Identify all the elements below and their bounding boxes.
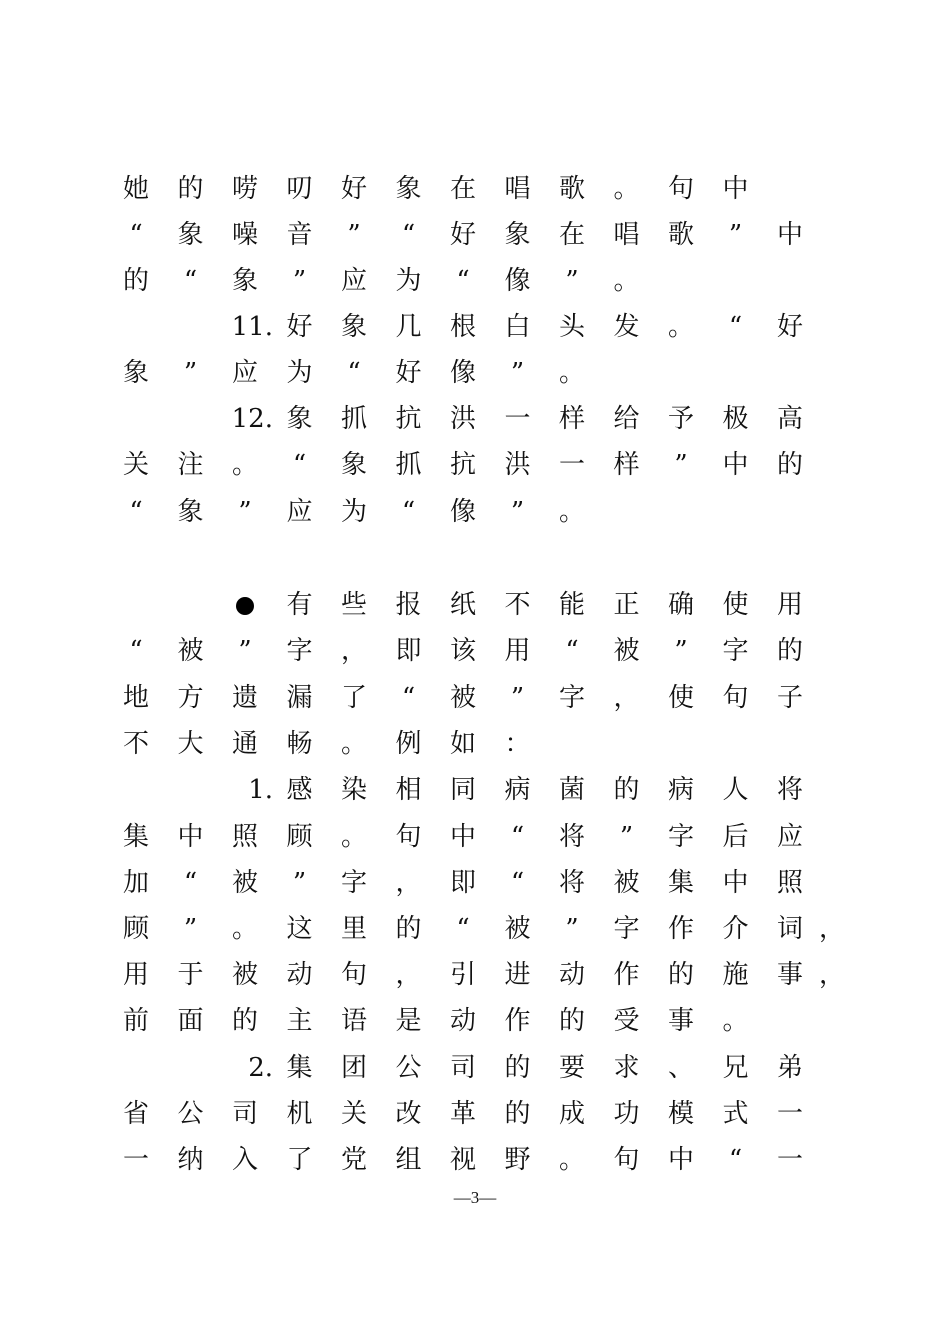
text-char: ， (818, 960, 845, 990)
text-char: 。 (558, 358, 585, 388)
text-char: 被 (613, 636, 640, 666)
text-char: 句 (613, 1145, 640, 1175)
text-char: 抓 (395, 450, 422, 480)
text-char: 司 (449, 1053, 476, 1083)
text-char: ” (238, 497, 252, 527)
text-char: 不 (122, 729, 149, 759)
text-char: 洪 (449, 404, 476, 434)
text-char: 样 (558, 404, 585, 434)
text-char: 正 (613, 590, 640, 620)
text-char: 抗 (449, 450, 476, 480)
text-char: 白 (504, 312, 531, 342)
text-char: 用 (504, 636, 531, 666)
text-char: ” (674, 636, 688, 666)
text-char: 要 (558, 1053, 585, 1083)
text-line (0, 628, 950, 674)
text-char: 中 (722, 868, 749, 898)
text-char: ， (395, 960, 422, 990)
text-line (0, 860, 950, 906)
text-char: 纸 (449, 590, 476, 620)
bullet-icon (225, 582, 265, 628)
text-line (0, 258, 950, 304)
text-char: 的 (613, 775, 640, 805)
text-char: “ (456, 266, 470, 296)
text-char: 组 (395, 1145, 422, 1175)
text-char: 。 (667, 312, 694, 342)
text-char: 的 (558, 1006, 585, 1036)
text-char: 确 (667, 590, 694, 620)
text-char: 中 (776, 220, 803, 250)
text-char: 进 (504, 960, 531, 990)
text-char: 像 (504, 266, 531, 296)
text-char: 歌 (667, 220, 694, 250)
text-char: 。 (722, 1006, 749, 1036)
text-char: 集 (286, 1053, 313, 1083)
text-char: “ (183, 266, 198, 296)
text-char: “ (565, 636, 579, 666)
text-char: ” (619, 822, 634, 852)
text-char: 语 (340, 1006, 367, 1036)
text-char: 句 (722, 683, 749, 713)
text-char: 、 (667, 1053, 694, 1083)
text-char: 子 (776, 683, 803, 713)
text-char: 头 (558, 312, 585, 342)
text-char: “ (728, 312, 743, 342)
text-line (0, 166, 950, 212)
text-char: 的 (504, 1053, 531, 1083)
text-char: 成 (558, 1099, 585, 1129)
text-char: 公 (395, 1053, 422, 1083)
text-char: 几 (395, 312, 422, 342)
text-char: ” (292, 868, 307, 898)
text-char: 的 (231, 1006, 258, 1036)
text-char: 洪 (504, 450, 531, 480)
text-char: 象 (395, 174, 422, 204)
text-char: 方 (177, 683, 204, 713)
text-char: ， (818, 914, 845, 944)
text-char: 地 (122, 683, 149, 713)
text-char: 兄 (722, 1053, 749, 1083)
text-char: 引 (449, 960, 476, 990)
text-char: 。 (231, 914, 258, 944)
text-char: 顾 (286, 822, 313, 852)
text-char: ” (565, 266, 579, 296)
text-char: 是 (395, 1006, 422, 1036)
text-char: 功 (613, 1099, 640, 1129)
text-char: ” (510, 683, 525, 713)
text-char: 好 (340, 174, 367, 204)
text-char: ， (395, 868, 422, 898)
text-char: 中 (722, 174, 749, 204)
text-char: 字 (340, 868, 367, 898)
text-char: “ (510, 868, 525, 898)
text-char: 相 (395, 775, 422, 805)
text-char: 她 (122, 174, 149, 204)
text-char: 的 (776, 450, 803, 480)
text-char: 纳 (177, 1145, 204, 1175)
text-char: 将 (776, 775, 803, 805)
text-char: 的 (395, 914, 422, 944)
text-char: 照 (776, 868, 803, 898)
text-char: “ (728, 1145, 743, 1175)
text-char: 了 (340, 683, 367, 713)
text-char: 加 (122, 868, 149, 898)
text-char: 为 (340, 497, 367, 527)
text-char: 入 (231, 1145, 258, 1175)
text-char: 象 (177, 220, 204, 250)
text-char: 唠 (231, 174, 258, 204)
text-char: 感 (286, 775, 313, 805)
text-char: 应 (286, 497, 313, 527)
text-char: 人 (722, 775, 749, 805)
text-line (0, 906, 950, 952)
text-char: “ (401, 220, 416, 250)
text-char: 团 (340, 1053, 367, 1083)
text-line (0, 1137, 950, 1183)
text-char: 将 (558, 822, 585, 852)
text-char: 予 (667, 404, 694, 434)
text-char: 用 (776, 590, 803, 620)
text-char: 一 (504, 404, 531, 434)
text-char: 改 (395, 1099, 422, 1129)
text-char: “ (183, 868, 198, 898)
text-char: 被 (504, 914, 531, 944)
text-char: 为 (395, 266, 422, 296)
text-char: 前 (122, 1006, 149, 1036)
text-char: 用 (122, 960, 149, 990)
text-char: 好 (776, 312, 803, 342)
text-char: “ (292, 450, 307, 480)
text-char: 于 (177, 960, 204, 990)
text-char: 应 (340, 266, 367, 296)
text-char: 一 (776, 1145, 803, 1175)
text-char: 即 (449, 868, 476, 898)
text-char: 革 (449, 1099, 476, 1129)
text-char: 极 (722, 404, 749, 434)
text-char: 动 (286, 960, 313, 990)
text-char: 抓 (340, 404, 367, 434)
text-line (0, 212, 950, 258)
text-char: 好 (395, 358, 422, 388)
text-char: 菌 (558, 775, 585, 805)
text-line (0, 767, 950, 813)
text-char: 施 (722, 960, 749, 990)
text-char: “ (129, 220, 143, 250)
text-char: 11. (231, 312, 273, 342)
text-char: 作 (613, 960, 640, 990)
text-char: 好 (449, 220, 476, 250)
text-char: 2. (248, 1053, 273, 1083)
text-char: 。 (340, 729, 367, 759)
text-char: ， (613, 683, 640, 713)
text-char: 的 (776, 636, 803, 666)
text-char: 在 (558, 220, 585, 250)
text-char: 动 (449, 1006, 476, 1036)
text-char: 有 (286, 590, 313, 620)
text-char: 不 (504, 590, 531, 620)
text-char: 大 (177, 729, 204, 759)
text-char: 。 (613, 174, 640, 204)
text-char: 介 (722, 914, 749, 944)
text-char: 党 (340, 1145, 367, 1175)
text-char: 公 (177, 1099, 204, 1129)
text-char: 病 (504, 775, 531, 805)
text-char: ” (565, 914, 579, 944)
text-char: 如 (449, 729, 476, 759)
text-char: 一 (122, 1145, 149, 1175)
text-char: 集 (122, 822, 149, 852)
text-char: 使 (722, 590, 749, 620)
text-line (0, 1045, 950, 1091)
text-char: 顾 (122, 914, 149, 944)
text-line (0, 998, 950, 1044)
text-char: 作 (667, 914, 694, 944)
text-char: 。 (558, 1145, 585, 1175)
text-char: 被 (231, 960, 258, 990)
text-line (0, 675, 950, 721)
text-char: ” (292, 266, 307, 296)
text-char: 歌 (558, 174, 585, 204)
text-char: ” (674, 450, 688, 480)
text-char: 的 (667, 960, 694, 990)
text-char: 给 (613, 404, 640, 434)
text-char: 被 (231, 868, 258, 898)
text-line (0, 721, 950, 767)
text-char: “ (129, 497, 143, 527)
text-char: 句 (667, 174, 694, 204)
text-char: 能 (558, 590, 585, 620)
text-char: 报 (395, 590, 422, 620)
text-char: 应 (776, 822, 803, 852)
text-char: 唱 (504, 174, 531, 204)
text-char: 1. (248, 775, 273, 805)
text-char: 被 (449, 683, 476, 713)
text-char: ” (510, 358, 525, 388)
text-char: 为 (286, 358, 313, 388)
text-char: 集 (667, 868, 694, 898)
text-char: 遗 (231, 683, 258, 713)
text-char: ” (510, 497, 525, 527)
page-number: —3— (453, 1188, 497, 1207)
text-line (0, 489, 950, 535)
text-char: 些 (340, 590, 367, 620)
text-line (0, 304, 950, 350)
text-char: 被 (177, 636, 204, 666)
text-char: 染 (340, 775, 367, 805)
text-char: 。 (231, 450, 258, 480)
text-char: 字 (613, 914, 640, 944)
text-char: ” (183, 358, 198, 388)
text-char: 像 (449, 358, 476, 388)
text-char: ” (238, 636, 252, 666)
text-char: 。 (558, 497, 585, 527)
text-char: “ (401, 683, 416, 713)
text-char: 音 (286, 220, 313, 250)
text-char: 句 (340, 960, 367, 990)
text-char: 同 (449, 775, 476, 805)
text-char: 例 (395, 729, 422, 759)
text-char: 病 (667, 775, 694, 805)
text-char: “ (456, 914, 470, 944)
text-char: 字 (558, 683, 585, 713)
text-char: 式 (722, 1099, 749, 1129)
text-char: 使 (667, 683, 694, 713)
text-char: 将 (558, 868, 585, 898)
text-char: 象 (231, 266, 258, 296)
text-line (0, 952, 950, 998)
text-char: 。 (613, 266, 640, 296)
text-char: 字 (722, 636, 749, 666)
text-char: 发 (613, 312, 640, 342)
text-char: 主 (286, 1006, 313, 1036)
text-char: ： (504, 729, 531, 759)
text-char: 象 (340, 312, 367, 342)
text-char: 里 (340, 914, 367, 944)
text-char: 中 (722, 450, 749, 480)
text-char: 12. (231, 404, 273, 434)
text-char: 中 (449, 822, 476, 852)
text-char: 好 (286, 312, 313, 342)
text-line (0, 814, 950, 860)
text-char: 后 (722, 822, 749, 852)
text-char: 字 (667, 822, 694, 852)
text-char: 注 (177, 450, 204, 480)
text-line (0, 442, 950, 488)
text-char: 叨 (286, 174, 313, 204)
text-char: 词 (776, 914, 803, 944)
text-char: 这 (286, 914, 313, 944)
text-char: 句 (395, 822, 422, 852)
text-char: 关 (122, 450, 149, 480)
text-char: 的 (122, 266, 149, 296)
text-char: 了 (286, 1145, 313, 1175)
text-char: 即 (395, 636, 422, 666)
text-char: 应 (231, 358, 258, 388)
text-char: 求 (613, 1053, 640, 1083)
text-char: 省 (122, 1099, 149, 1129)
text-char: “ (129, 636, 143, 666)
text-char: 畅 (286, 729, 313, 759)
text-char: 唱 (613, 220, 640, 250)
text-char: 在 (449, 174, 476, 204)
text-char: 。 (340, 822, 367, 852)
text-line (0, 350, 950, 396)
text-char: 司 (231, 1099, 258, 1129)
text-char: 象 (340, 450, 367, 480)
text-char: 漏 (286, 683, 313, 713)
text-char: 模 (667, 1099, 694, 1129)
text-char: 该 (449, 636, 476, 666)
text-char: 事 (667, 1006, 694, 1036)
text-char: 象 (286, 404, 313, 434)
text-char: 的 (504, 1099, 531, 1129)
text-char: 受 (613, 1006, 640, 1036)
text-char: 一 (558, 450, 585, 480)
text-char: 作 (504, 1006, 531, 1036)
text-char: 高 (776, 404, 803, 434)
text-char: 中 (667, 1145, 694, 1175)
text-char: 根 (449, 312, 476, 342)
text-char: 视 (449, 1145, 476, 1175)
text-char: 抗 (395, 404, 422, 434)
text-line (0, 1091, 950, 1137)
text-char: 动 (558, 960, 585, 990)
text-char: 中 (177, 822, 204, 852)
text-char: 关 (340, 1099, 367, 1129)
text-char: “ (510, 822, 525, 852)
text-char: ” (347, 220, 361, 250)
text-char: “ (401, 497, 416, 527)
text-char: 面 (177, 1006, 204, 1036)
text-char: 象 (122, 358, 149, 388)
bullet-dot (236, 597, 254, 615)
text-char: 弟 (776, 1053, 803, 1083)
text-char: “ (347, 358, 361, 388)
text-char: 机 (286, 1099, 313, 1129)
text-line (0, 582, 950, 628)
text-line (0, 396, 950, 442)
text-char: 像 (449, 497, 476, 527)
text-char: 事 (776, 960, 803, 990)
text-char: 野 (504, 1145, 531, 1175)
text-char: 的 (177, 174, 204, 204)
text-char: 被 (613, 868, 640, 898)
text-char: 字 (286, 636, 313, 666)
text-char: 噪 (231, 220, 258, 250)
text-char: ， (340, 636, 367, 666)
text-char: 象 (504, 220, 531, 250)
text-char: ” (183, 914, 198, 944)
text-char: 象 (177, 497, 204, 527)
text-char: 一 (776, 1099, 803, 1129)
text-char: ” (728, 220, 743, 250)
text-char: 通 (231, 729, 258, 759)
text-char: 样 (613, 450, 640, 480)
text-char: 照 (231, 822, 258, 852)
